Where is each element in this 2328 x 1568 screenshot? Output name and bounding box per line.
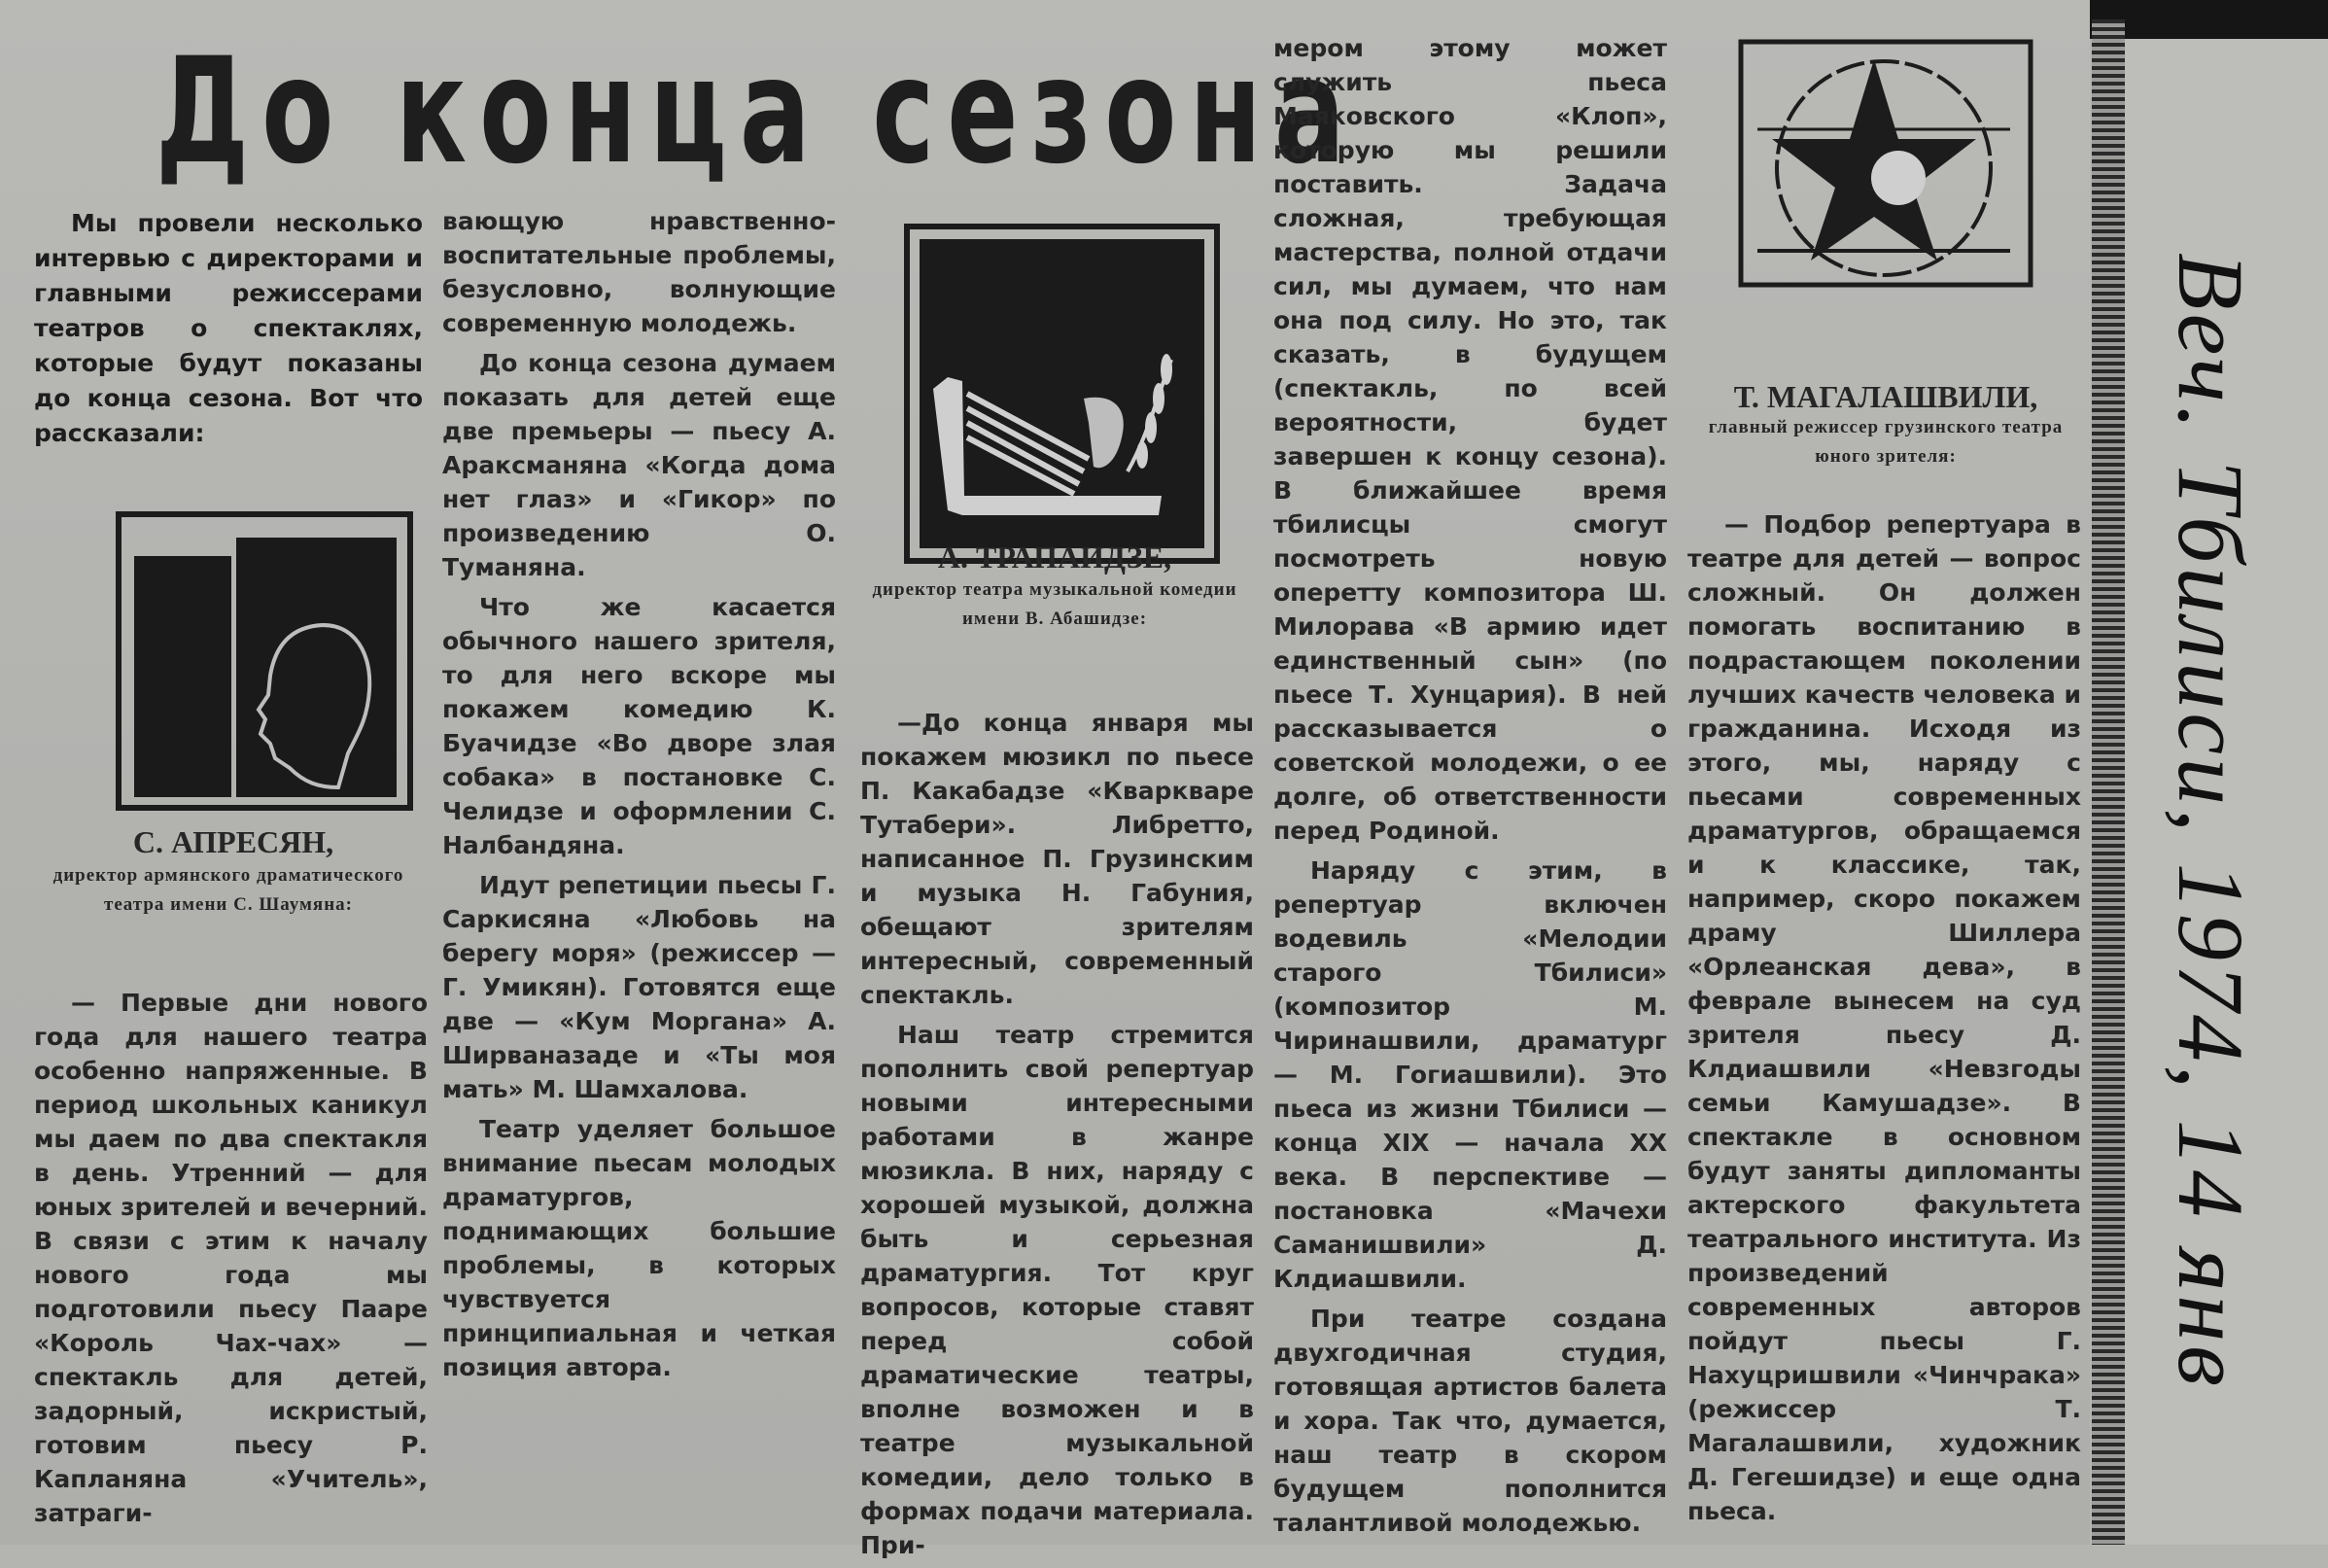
paragraph: Театр уделяет большое внимание пьесам молодых драматургов, поднимающих большие проблемы, в которых чувствуется принципиальная и четкая позиция автора. [442, 1115, 836, 1381]
paragraph: мером этому может служить пьеса Маяковского «Клоп», которую мы решили поставить. Задача сложная, требующая мастерства, полной отдачи сил, мы думаем, что нам она под силу. Но это, так сказать, в будущем (спектакль, по всей вероятности, будет завершен к концу сезона). В ближайшее время тбилисцы смогут посмотреть новую оперетту композитора Ш. Милорава «В армию идет единственный сын» (по пьесе Т. Хунцария). В ней рассказывается о советской молодежи, о ее долге, об ответственности перед Родиной. [1273, 34, 1667, 845]
paragraph: Наряду с этим, в репертуар включен водевиль «Мелодии старого Тбилиси» (композитор М. Чиринашвили, драматург — М. Гогиашвили). Это пьеса из жизни Тбилиси — конца XIX — начала XX века. В перспективе — постановка «Мачехи Саманишвили» Д. Клдиашвили. [1273, 856, 1667, 1293]
interviewee-role: директор армянского драматического театра имени С. Шаумяна: [52, 865, 404, 915]
interviewee-name: Т. МАГАЛАШВИЛИ, [1733, 379, 2038, 414]
column-5 [1687, 507, 2081, 1534]
harp-laurel-emblem [904, 224, 1220, 564]
theatre-profile-emblem [115, 510, 416, 814]
paragraph: Наш театр стремится пополнить свой репертуар новыми интересными работами в жанре мюзикла. В них, наряду с хорошей музыкой, должна быть и серьезная драматургия. Тот круг вопросов, которые ставят перед собой драматические театры, вполне возможен и в театре музыкальной комедии, дело только в формах подачи материала. При- [860, 1021, 1254, 1559]
column-1 [34, 986, 428, 1536]
interviewee-name: С. АПРЕСЯН, [132, 824, 334, 859]
handwritten-source-note: Веч. Тбилиси, 1974, 14 янв [2159, 253, 2263, 1390]
scan-edge [2090, 0, 2328, 39]
column-3 [860, 706, 1254, 1568]
intro-text: Мы провели несколько интервью с директорами и главными режиссерами театров о спектаклях, которые будут показаны до конца сезона. Вот что рассказали: [34, 209, 423, 447]
paragraph: При театре создана двухгодичная студия, готовящая артистов балета и хора. Так что, думается, наш театр в скором будущем пополнится талантливой молодежью. [1273, 1305, 1667, 1537]
star-child-logo [1738, 32, 2034, 290]
paragraph: — Первые дни нового года для нашего театра особенно напряженные. В период школьных каникул мы даем по два спектакля в день. Утренний — для юных зрителей и вечерний. В связи с этим к началу нового года мы подготовили пьесу Пааре «Король Чах-чах» — спектакль для детей, задорный, искристый, готовим пьесу Р. Капланяна «Учитель», затраги- [34, 989, 428, 1527]
paragraph: —До конца января мы покажем мюзикл по пьесе П. Какабадзе «Кваркваре Тутабери». Либретто, написанное П. Грузинским и музыка Н. Габуния, обещают зрителям интересный, современный спектакль. [860, 709, 1254, 1009]
paragraph: Что же касается обычного нашего зрителя, то для него вскоре мы покажем комедию К. Буачидзе «Во дворе злая собака» в постановке С. Челидзе и оформлении С. Налбандяна. [442, 593, 836, 859]
interviewee-role: главный режиссер грузинского театра юного зрителя: [1708, 417, 2064, 467]
paragraph: — Подбор репертуара в театре для детей — вопрос сложный. Он должен помогать воспитанию в подрастающем поколении лучших качеств человека и гражданина. Исходя из этого, мы, наряду с пьесами современных драматургов, обращаемся и к классике, так, например, скоро покажем драму Шиллера «Орлеанская дева», в феврале вынесем на суд зрителя пьесу Д. Клдиашвили «Невзгоды семьи Камушадзе». В спектакле в основном будут заняты дипломанты актерского факультета театрального института. Из произведений современных авторов пойдут пьесы Г. Нахуцришвили «Чинчрака» (режиссер Т. Магалашвили, художник Д. Гегешидзе) и еще одна пьеса. [1687, 510, 2081, 1525]
column-4 [1273, 31, 1667, 1546]
paragraph: Идут репетиции пьесы Г. Саркисяна «Любовь на берегу моря» (режиссер — Г. Умикян). Готовятся еще две — «Кум Моргана» А. Ширваназаде и «Ты моя мать» М. Шамхалова. [442, 871, 836, 1103]
paragraph: До конца сезона думаем показать для детей еще две премьеры — пьесу А. Араксманяна «Когда дома нет глаз» и «Гикор» по произведению О. Туманяна. [442, 349, 836, 581]
column-2 [442, 204, 836, 1390]
interviewee-name: А. ТРАПАИДЗЕ, [937, 540, 1172, 575]
article-intro [34, 206, 423, 451]
interviewee-role: директор театра музыкальной комедии имени В. Абашидзе: [872, 579, 1237, 629]
paragraph: вающую нравственно-воспитательные проблемы, безусловно, волнующие современную молодежь. [442, 207, 836, 337]
article-title: До конца сезона [156, 27, 1358, 196]
binding-stripe [2092, 19, 2125, 1545]
